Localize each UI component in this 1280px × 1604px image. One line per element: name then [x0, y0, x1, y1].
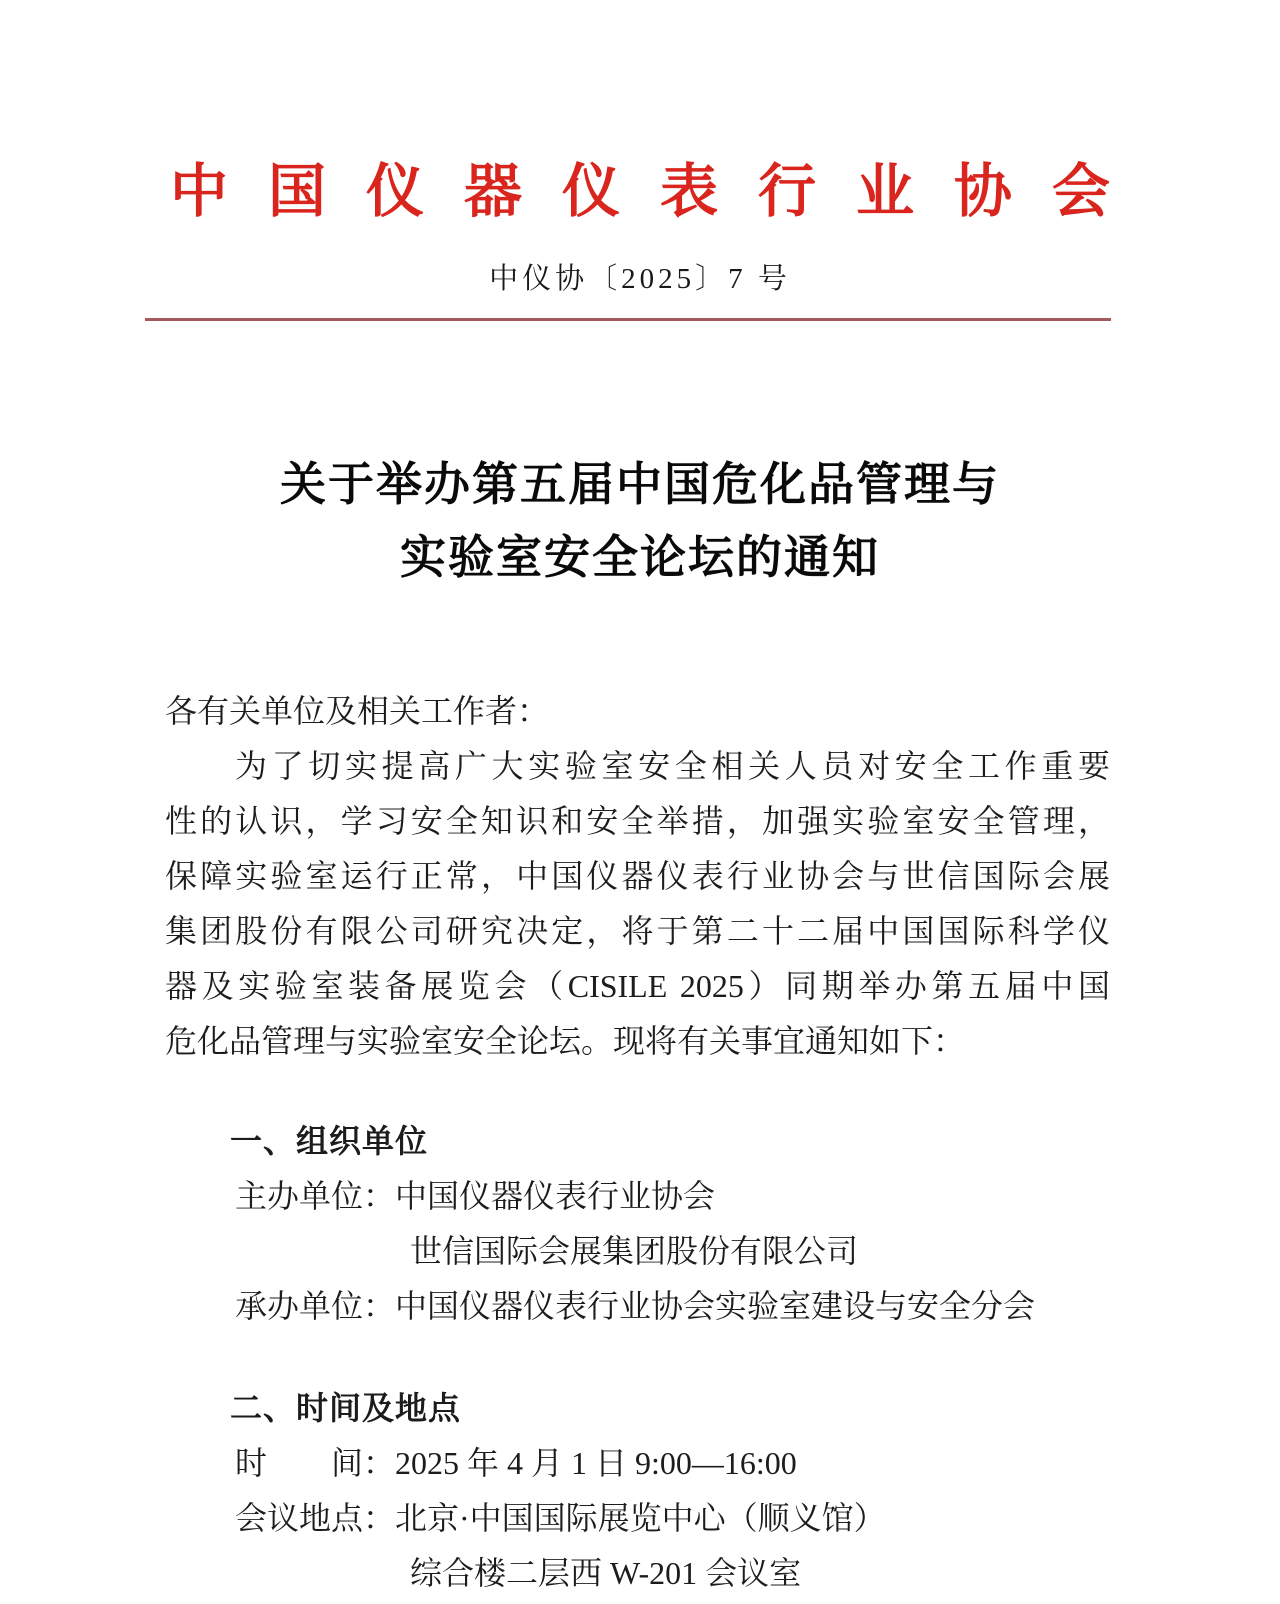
venue-line2: 综合楼二层西 W-201 会议室 [410, 1555, 802, 1591]
section-time-place [165, 1381, 1110, 1601]
venue-line [165, 1491, 1110, 1546]
document-body [165, 684, 1110, 1601]
organizer-unit-line [165, 1279, 1110, 1334]
host-unit-line2: 世信国际会展集团股份有限公司 [410, 1233, 859, 1269]
letterhead-org-name: 中国仪器仪表行业协会 [169, 159, 1150, 224]
organizer-unit-value: 中国仪器仪表行业协会实验室建设与安全分会 [395, 1288, 1036, 1324]
intro-line: 危化品管理与实验室安全论坛。现将有关事宜通知如下： [165, 1023, 966, 1059]
intro-line: 性的认识，学习安全知识和安全举措，加强实验室安全管理， [165, 803, 1110, 839]
document-title-line2: 实验室安全论坛的通知 [400, 532, 880, 583]
time-label: 时 间： [235, 1445, 396, 1481]
section-organizers [165, 1114, 1110, 1334]
intro-line: 保障实验室运行正常，中国仪器仪表行业协会与世信国际会展 [165, 858, 1110, 894]
host-unit-value: 中国仪器仪表行业协会 [395, 1178, 716, 1214]
intro-paragraph [165, 739, 1110, 1069]
intro-line: 为了切实提高广大实验室安全相关人员对安全工作重要 [235, 748, 1110, 784]
red-divider-line [145, 318, 1111, 321]
section-time-place-heading: 二、时间及地点 [230, 1390, 462, 1426]
host-unit-line [165, 1169, 1110, 1224]
organizer-unit-label: 承办单位： [235, 1288, 396, 1324]
document-number: 中仪协〔2025〕7 号 [489, 263, 791, 295]
venue-value: 北京·中国国际展览中心（顺义馆） [395, 1500, 886, 1536]
host-unit-label: 主办单位： [235, 1178, 396, 1214]
document-title [0, 448, 1280, 594]
document-title-line1: 关于举办第五届中国危化品管理与 [280, 459, 1000, 510]
salutation: 各有关单位及相关工作者： [165, 693, 550, 729]
time-line [165, 1436, 1110, 1491]
section-organizers-heading: 一、组织单位 [230, 1123, 429, 1159]
intro-line: 集团股份有限公司研究决定，将于第二十二届中国国际科学仪 [165, 913, 1110, 949]
venue-label: 会议地点： [235, 1500, 396, 1536]
time-value: 2025 年 4 月 1 日 9:00—16:00 [395, 1445, 797, 1481]
intro-line: 器及实验室装备展览会（CISILE 2025）同期举办第五届中国 [165, 968, 1110, 1004]
